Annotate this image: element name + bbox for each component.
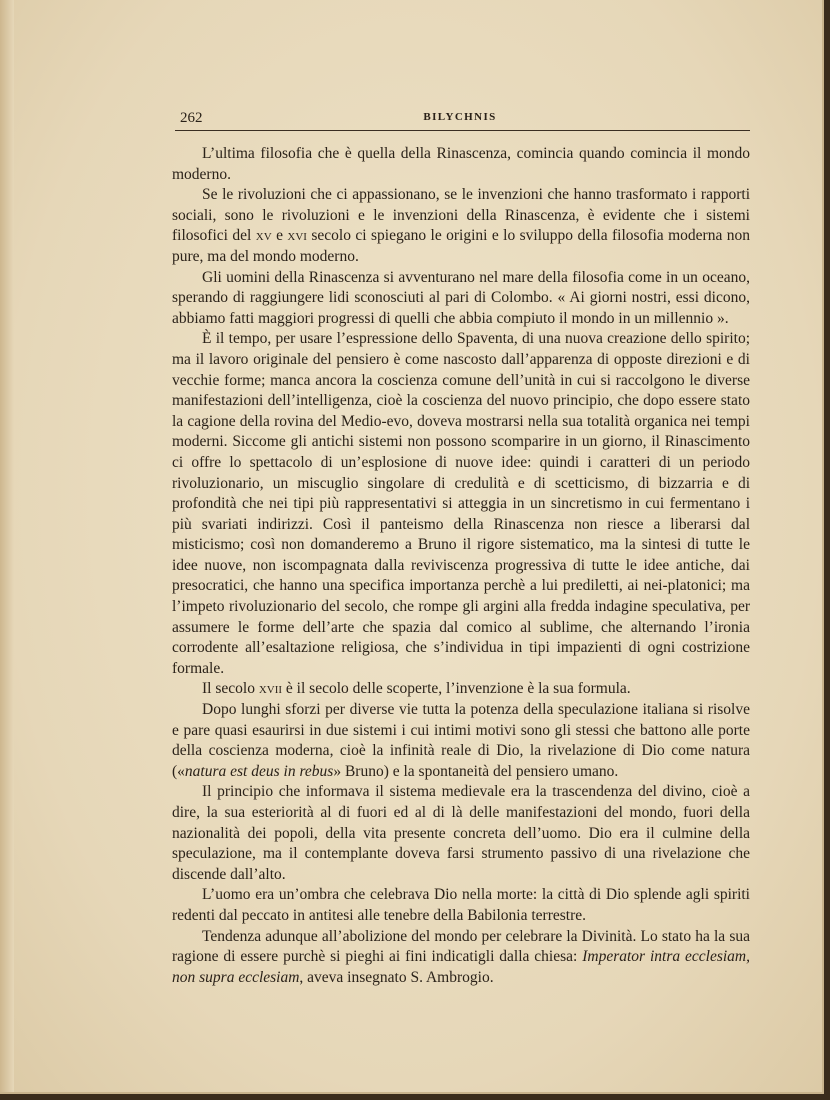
paragraph-5 bbox=[172, 679, 750, 700]
text-run: secolo ci spiegano le origini e lo sviluppo della filosofia moderna non pure, ma del mondo moderno. bbox=[172, 227, 750, 265]
page-header bbox=[172, 108, 748, 130]
text-run: , aveva insegnato S. Ambrogio. bbox=[299, 968, 494, 986]
century-numeral: xv bbox=[255, 227, 272, 245]
text-run: è il secolo delle scoperte, l’invenzione è la sua formula. bbox=[282, 680, 631, 698]
paragraph-7: Il principio che informava il sistema medievale era la trascendenza del divino, cioè a dire, la sua esteriorità al di fuori ed al di là delle manifestazioni del mondo, fuori della nazionalità dei popoli, della vita presente concreta dell’uomo. Dio era il culmine della speculazione, ma il contemplante doveva farsi strumento passivo di una rivelazione che discende dall’alto. bbox=[172, 783, 750, 883]
century-numeral: xvi bbox=[287, 227, 307, 245]
paragraph-4: È il tempo, per usare l’espressione dello Spaventa, di una nuova creazione dello spirito; ma il lavoro originale del pensiero è come nascosto dall’apparenza di opposte direzioni e di vecchie forme; manca ancora la coscienza comune dell’unità in cui si raccolgono le diverse manifestazioni dell’intelligenza, cioè la coscienza del nuovo principio, che dopo essere stato la cagione della rovina del Medio-evo, doveva mostrarsi nella sua totalità organica nei tempi moderni. Siccome gli antichi sistemi non possono scomparire in un giorno, il Rinascimento ci offre lo spettacolo di un’esplosione di nuove idee: quindi i caratteri di un periodo rivoluzionario, un miscuglio singolare di credulità e di scetticismo, di bizzarria e di profondità che nei tipi più rappresentativi si atteggia in un sincretismo in cui fermentano i più svariati indirizzi. Così il panteismo della Rinascenza non riesce a liberarsi dal misticismo; così non domanderemo a Bruno il rigore sistematico, ma la sintesi di tutte le idee nuove, non iscompagnata dalla reviviscenza progressiva di tutte le idee antiche, dai presocratici, che hanno una specifica importanza perchè a lui prediletti, ai nei-platonici; ma l’impeto rivoluzionario del secolo, che rompe gli argini alla fredda indagine speculativa, per assumere le forme dell’arte che spazia dal comico al sublime, che alternando l’ironia corrodente all’esaltazione religiosa, che s’individua in tipi impazienti di ogni costrizione formale. bbox=[172, 330, 750, 677]
body-text bbox=[172, 144, 750, 988]
text-run: e bbox=[271, 227, 288, 245]
century-numeral: xvii bbox=[258, 680, 283, 698]
paragraph-1: L’ultima filosofia che è quella della Rinascenza, comincia quando comincia il mondo moderno. bbox=[172, 145, 750, 183]
page-number: 262 bbox=[180, 110, 203, 126]
running-title: BILYCHNIS bbox=[423, 111, 497, 123]
paragraph-9 bbox=[172, 927, 750, 989]
text-run: Il secolo bbox=[202, 680, 259, 698]
text-run: Dopo lunghi sforzi per diverse vie tutta la potenza della speculazione italiana si risolve e pare quasi esaurirsi in due sistemi i cui intimi motivi sono gli stessi che battono alle porte della coscienza moderna, cioè la infinità reale di Dio, la rivelazione di Dio come natura (« bbox=[172, 701, 750, 780]
paragraph-8: L’uomo era un’ombra che celebrava Dio nella morte: la città di Dio splende agli spiriti redenti dal peccato in antitesi alle tenebre della Babilonia terrestre. bbox=[172, 886, 750, 924]
text-run: Se le rivoluzioni che ci appassionano, se le invenzioni che hanno trasformato i rapporti sociali, sono le rivoluzioni e le invenzioni della Rinascenza, è evidente che i sistemi filosofici del bbox=[172, 186, 750, 245]
paragraph-3: Gli uomini della Rinascenza si avventurano nel mare della filosofia come in un oceano, sperando di raggiungere lidi sconosciuti al pari di Colombo. « Ai giorni nostri, essi dicono, abbiamo fatti maggiori progressi di quelli che abbia compiuto il mondo in un millennio ». bbox=[172, 268, 750, 327]
paragraph-2 bbox=[172, 185, 750, 267]
header-rule bbox=[175, 130, 750, 131]
text-run: » Bruno) e la spontaneità del pensiero umano. bbox=[333, 762, 619, 780]
paragraph-6 bbox=[172, 700, 750, 782]
latin-quote: natura est deus in rebus bbox=[184, 762, 334, 780]
text-run: Tendenza adunque all’abolizione del mondo per celebrare la Divinità. Lo stato ha la sua ragione di essere purchè si pieghi ai fini indicatigli dalla chiesa: bbox=[172, 927, 750, 966]
latin-quote: Imperator intra ecclesiam, non supra ecclesiam bbox=[172, 948, 750, 986]
page-edge bbox=[0, 0, 14, 1092]
